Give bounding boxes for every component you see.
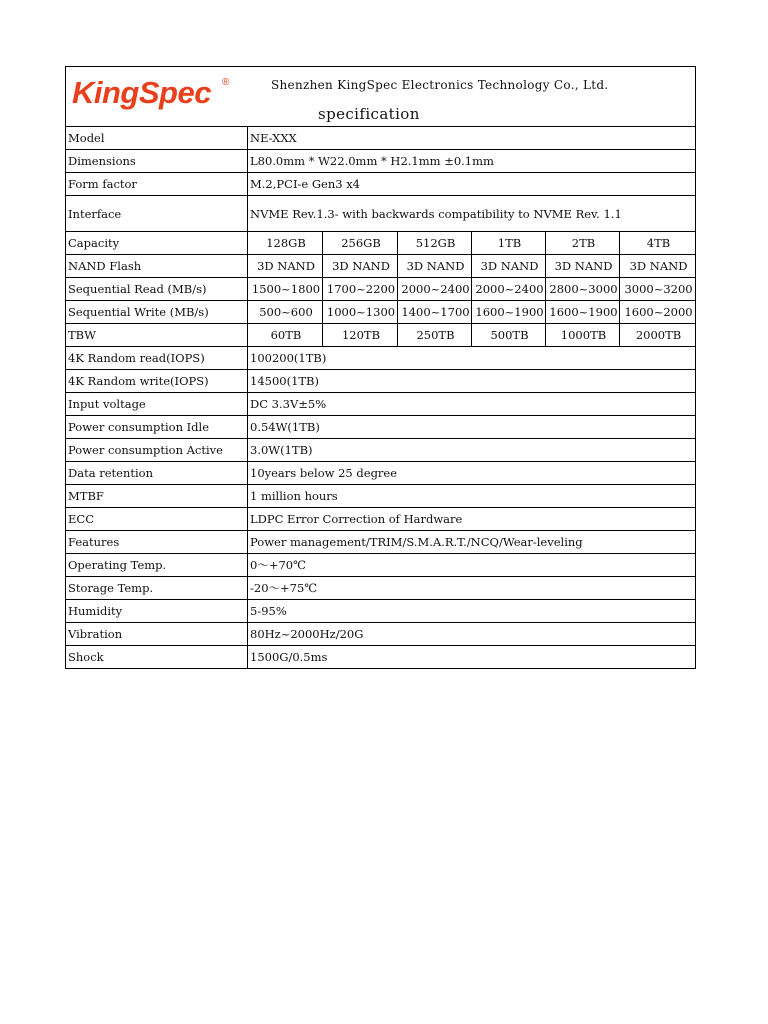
spec-row-nand-flash [66,255,696,278]
capacity-value-cell: 60TB [248,324,323,347]
spec-label: NAND Flash [66,255,248,278]
spec-label: Interface [66,196,248,232]
capacity-value-cell: 3D NAND [546,255,620,278]
capacity-value-cell: 120TB [323,324,398,347]
spec-value: 14500(1TB) [248,370,696,393]
spec-row-input-voltage [66,393,696,416]
spec-label: Sequential Write (MB/s) [66,301,248,324]
spec-row-dimensions [66,150,696,173]
spec-label: Sequential Read (MB/s) [66,278,248,301]
capacity-value-cell: 128GB [248,232,323,255]
spec-value: Power management/TRIM/S.M.A.R.T./NCQ/Wear-leveling [248,531,696,554]
registered-mark: ® [222,77,230,88]
capacity-value-cell: 2TB [546,232,620,255]
capacity-value-cell: 3D NAND [620,255,696,278]
spec-label: ECC [66,508,248,531]
capacity-value-cell: 3D NAND [472,255,546,278]
spec-label: Model [66,127,248,150]
company-name: Shenzhen KingSpec Electronics Technology Co., Ltd. [271,78,609,92]
spec-row-operating-temp [66,554,696,577]
spec-row-power-consumption-idle [66,416,696,439]
capacity-value-cell: 1600~2000 [620,301,696,324]
spec-label: Vibration [66,623,248,646]
spec-label: Features [66,531,248,554]
capacity-value-cell: 1000~1300 [323,301,398,324]
spec-row-4k-random-write-iops [66,370,696,393]
spec-value: 80Hz~2000Hz/20G [248,623,696,646]
spec-label: Capacity [66,232,248,255]
spec-value: NE-XXX [248,127,696,150]
capacity-value-cell: 256GB [323,232,398,255]
spec-value: 0～+70℃ [248,554,696,577]
spec-value: 100200(1TB) [248,347,696,370]
spec-row-features [66,531,696,554]
spec-label: TBW [66,324,248,347]
spec-row-tbw [66,324,696,347]
spec-value: 5-95% [248,600,696,623]
capacity-value-cell: 1400~1700 [398,301,472,324]
spec-label: Humidity [66,600,248,623]
spec-value: 0.54W(1TB) [248,416,696,439]
spec-value: LDPC Error Correction of Hardware [248,508,696,531]
header-row [66,67,696,127]
spec-value: -20～+75℃ [248,577,696,600]
spec-row-data-retention [66,462,696,485]
capacity-value-cell: 1600~1900 [546,301,620,324]
capacity-value-cell: 2800~3000 [546,278,620,301]
capacity-value-cell: 1700~2200 [323,278,398,301]
spec-row-shock [66,646,696,669]
spec-row-model [66,127,696,150]
spec-label: 4K Random read(IOPS) [66,347,248,370]
spec-row-mtbf [66,485,696,508]
spec-row-capacity [66,232,696,255]
spec-row-4k-random-read-iops [66,347,696,370]
spec-row-interface [66,196,696,232]
capacity-value-cell: 3D NAND [248,255,323,278]
spec-value: 1500G/0.5ms [248,646,696,669]
capacity-value-cell: 250TB [398,324,472,347]
header-cell [66,67,696,127]
spec-row-vibration [66,623,696,646]
capacity-value-cell: 1600~1900 [472,301,546,324]
capacity-value-cell: 500TB [472,324,546,347]
spec-label: Data retention [66,462,248,485]
capacity-value-cell: 500~600 [248,301,323,324]
document-title: specification [318,105,420,123]
spec-row-ecc [66,508,696,531]
spec-label: Power consumption Active [66,439,248,462]
spec-label: Operating Temp. [66,554,248,577]
spec-value: DC 3.3V±5% [248,393,696,416]
capacity-value-cell: 1TB [472,232,546,255]
spec-value: 3.0W(1TB) [248,439,696,462]
spec-row-sequential-write-mb-s [66,301,696,324]
spec-value: 1 million hours [248,485,696,508]
capacity-value-cell: 1000TB [546,324,620,347]
spec-row-storage-temp [66,577,696,600]
spec-value: M.2,PCI-e Gen3 x4 [248,173,696,196]
spec-label: Dimensions [66,150,248,173]
capacity-value-cell: 3D NAND [323,255,398,278]
capacity-value-cell: 4TB [620,232,696,255]
capacity-value-cell: 1500~1800 [248,278,323,301]
capacity-value-cell: 2000~2400 [398,278,472,301]
capacity-value-cell: 2000~2400 [472,278,546,301]
spec-row-form-factor [66,173,696,196]
capacity-value-cell: 2000TB [620,324,696,347]
spec-label: 4K Random write(IOPS) [66,370,248,393]
spec-value: L80.0mm * W22.0mm * H2.1mm ±0.1mm [248,150,696,173]
spec-label: Power consumption Idle [66,416,248,439]
spec-label: MTBF [66,485,248,508]
capacity-value-cell: 3D NAND [398,255,472,278]
capacity-value-cell: 512GB [398,232,472,255]
spec-row-power-consumption-active [66,439,696,462]
spec-label: Storage Temp. [66,577,248,600]
spec-row-humidity [66,600,696,623]
spec-label: Input voltage [66,393,248,416]
capacity-value-cell: 3000~3200 [620,278,696,301]
spec-value: NVME Rev.1.3- with backwards compatibility to NVME Rev. 1.1 [248,196,696,232]
spec-row-sequential-read-mb-s [66,278,696,301]
kingspec-logo: KingSpec [72,75,211,110]
spec-table [65,66,696,669]
spec-sheet [65,66,695,669]
spec-value: 10years below 25 degree [248,462,696,485]
spec-label: Form factor [66,173,248,196]
spec-label: Shock [66,646,248,669]
